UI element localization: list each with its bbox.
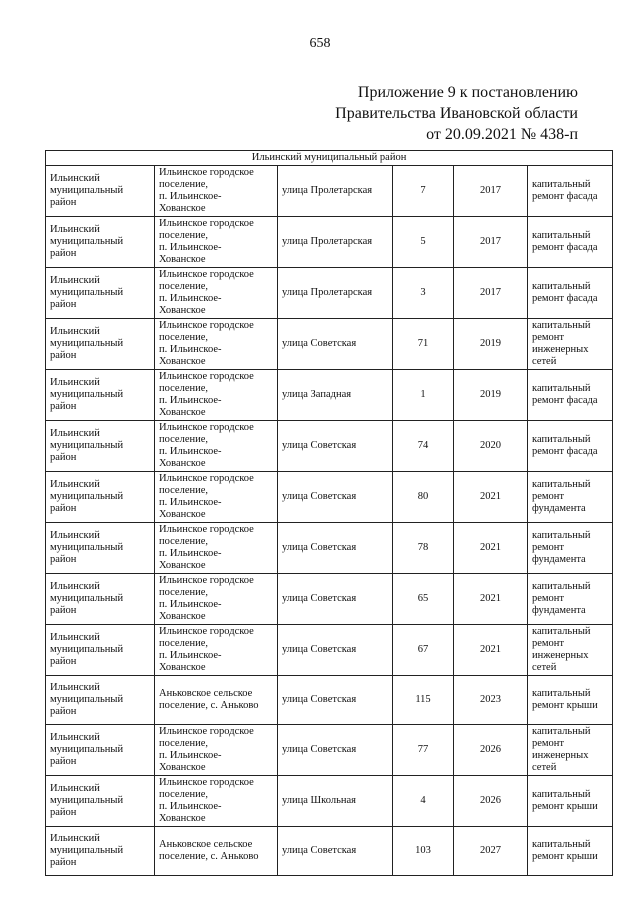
work-type-cell: капитальный ремонт фасада [528, 166, 613, 217]
table-row [46, 725, 613, 776]
year-cell: 2027 [454, 827, 528, 876]
settlement-cell: Ильинское городское поселение, п. Ильинское- Хованское [155, 625, 278, 676]
house-number-cell: 74 [393, 421, 454, 472]
district-cell: Ильинский муниципальный район [46, 625, 155, 676]
appendix-line-2: Правительства Ивановской области [335, 105, 578, 122]
house-number-cell: 1 [393, 370, 454, 421]
house-number-cell: 78 [393, 523, 454, 574]
repair-table [45, 150, 613, 876]
year-cell: 2026 [454, 725, 528, 776]
table-row [46, 676, 613, 725]
work-type-cell: капитальный ремонт фундамента [528, 523, 613, 574]
year-cell: 2017 [454, 217, 528, 268]
table-row [46, 574, 613, 625]
settlement-cell: Ильинское городское поселение, п. Ильинское- Хованское [155, 370, 278, 421]
table-row [46, 319, 613, 370]
year-cell: 2021 [454, 625, 528, 676]
street-cell: улица Советская [278, 472, 393, 523]
street-cell: улица Советская [278, 827, 393, 876]
section-header-row [46, 151, 613, 166]
street-cell: улица Советская [278, 676, 393, 725]
street-cell: улица Советская [278, 574, 393, 625]
street-cell: улица Пролетарская [278, 166, 393, 217]
work-type-cell: капитальный ремонт фасада [528, 421, 613, 472]
street-cell: улица Советская [278, 421, 393, 472]
appendix-line-3: от 20.09.2021 № 438-п [426, 126, 578, 143]
appendix-header [335, 82, 578, 145]
settlement-cell: Ильинское городское поселение, п. Ильинское- Хованское [155, 268, 278, 319]
district-cell: Ильинский муниципальный район [46, 319, 155, 370]
district-cell: Ильинский муниципальный район [46, 574, 155, 625]
settlement-cell: Аньковское сельское поселение, с. Аньково [155, 827, 278, 876]
street-cell: улица Пролетарская [278, 217, 393, 268]
year-cell: 2026 [454, 776, 528, 827]
house-number-cell: 115 [393, 676, 454, 725]
year-cell: 2021 [454, 523, 528, 574]
street-cell: улица Советская [278, 319, 393, 370]
settlement-cell: Ильинское городское поселение, п. Ильинское- Хованское [155, 776, 278, 827]
work-type-cell: капитальный ремонт крыши [528, 776, 613, 827]
year-cell: 2021 [454, 574, 528, 625]
district-cell: Ильинский муниципальный район [46, 166, 155, 217]
street-cell: улица Советская [278, 725, 393, 776]
district-cell: Ильинский муниципальный район [46, 523, 155, 574]
district-cell: Ильинский муниципальный район [46, 776, 155, 827]
district-cell: Ильинский муниципальный район [46, 827, 155, 876]
house-number-cell: 4 [393, 776, 454, 827]
work-type-cell: капитальный ремонт фасада [528, 217, 613, 268]
work-type-cell: капитальный ремонт инженерных сетей [528, 725, 613, 776]
street-cell: улица Советская [278, 523, 393, 574]
work-type-cell: капитальный ремонт инженерных сетей [528, 625, 613, 676]
house-number-cell: 77 [393, 725, 454, 776]
table-row [46, 421, 613, 472]
year-cell: 2019 [454, 370, 528, 421]
appendix-line-1: Приложение 9 к постановлению [357, 84, 578, 101]
year-cell: 2020 [454, 421, 528, 472]
table-row [46, 472, 613, 523]
district-cell: Ильинский муниципальный район [46, 421, 155, 472]
work-type-cell: капитальный ремонт инженерных сетей [528, 319, 613, 370]
street-cell: улица Советская [278, 625, 393, 676]
house-number-cell: 5 [393, 217, 454, 268]
settlement-cell: Ильинское городское поселение, п. Ильинское- Хованское [155, 421, 278, 472]
page-number: 658 [309, 36, 331, 51]
section-title: Ильинский муниципальный район [46, 151, 613, 166]
year-cell: 2017 [454, 268, 528, 319]
settlement-cell: Аньковское сельское поселение, с. Аньково [155, 676, 278, 725]
house-number-cell: 80 [393, 472, 454, 523]
house-number-cell: 7 [393, 166, 454, 217]
year-cell: 2017 [454, 166, 528, 217]
table-row [46, 370, 613, 421]
district-cell: Ильинский муниципальный район [46, 472, 155, 523]
settlement-cell: Ильинское городское поселение, п. Ильинское- Хованское [155, 217, 278, 268]
settlement-cell: Ильинское городское поселение, п. Ильинское- Хованское [155, 472, 278, 523]
year-cell: 2019 [454, 319, 528, 370]
year-cell: 2021 [454, 472, 528, 523]
table-row [46, 523, 613, 574]
settlement-cell: Ильинское городское поселение, п. Ильинское- Хованское [155, 725, 278, 776]
settlement-cell: Ильинское городское поселение, п. Ильинское- Хованское [155, 319, 278, 370]
table-row [46, 217, 613, 268]
table-row [46, 827, 613, 876]
district-cell: Ильинский муниципальный район [46, 676, 155, 725]
district-cell: Ильинский муниципальный район [46, 725, 155, 776]
house-number-cell: 71 [393, 319, 454, 370]
house-number-cell: 103 [393, 827, 454, 876]
street-cell: улица Школьная [278, 776, 393, 827]
house-number-cell: 67 [393, 625, 454, 676]
district-cell: Ильинский муниципальный район [46, 370, 155, 421]
street-cell: улица Западная [278, 370, 393, 421]
table-row [46, 166, 613, 217]
district-cell: Ильинский муниципальный район [46, 217, 155, 268]
settlement-cell: Ильинское городское поселение, п. Ильинское- Хованское [155, 574, 278, 625]
work-type-cell: капитальный ремонт фасада [528, 268, 613, 319]
work-type-cell: капитальный ремонт фасада [528, 370, 613, 421]
table-row [46, 776, 613, 827]
settlement-cell: Ильинское городское поселение, п. Ильинское- Хованское [155, 523, 278, 574]
house-number-cell: 3 [393, 268, 454, 319]
table-row [46, 625, 613, 676]
work-type-cell: капитальный ремонт крыши [528, 827, 613, 876]
settlement-cell: Ильинское городское поселение, п. Ильинское- Хованское [155, 166, 278, 217]
house-number-cell: 65 [393, 574, 454, 625]
district-cell: Ильинский муниципальный район [46, 268, 155, 319]
table-row [46, 268, 613, 319]
street-cell: улица Пролетарская [278, 268, 393, 319]
work-type-cell: капитальный ремонт фундамента [528, 472, 613, 523]
year-cell: 2023 [454, 676, 528, 725]
work-type-cell: капитальный ремонт фундамента [528, 574, 613, 625]
work-type-cell: капитальный ремонт крыши [528, 676, 613, 725]
